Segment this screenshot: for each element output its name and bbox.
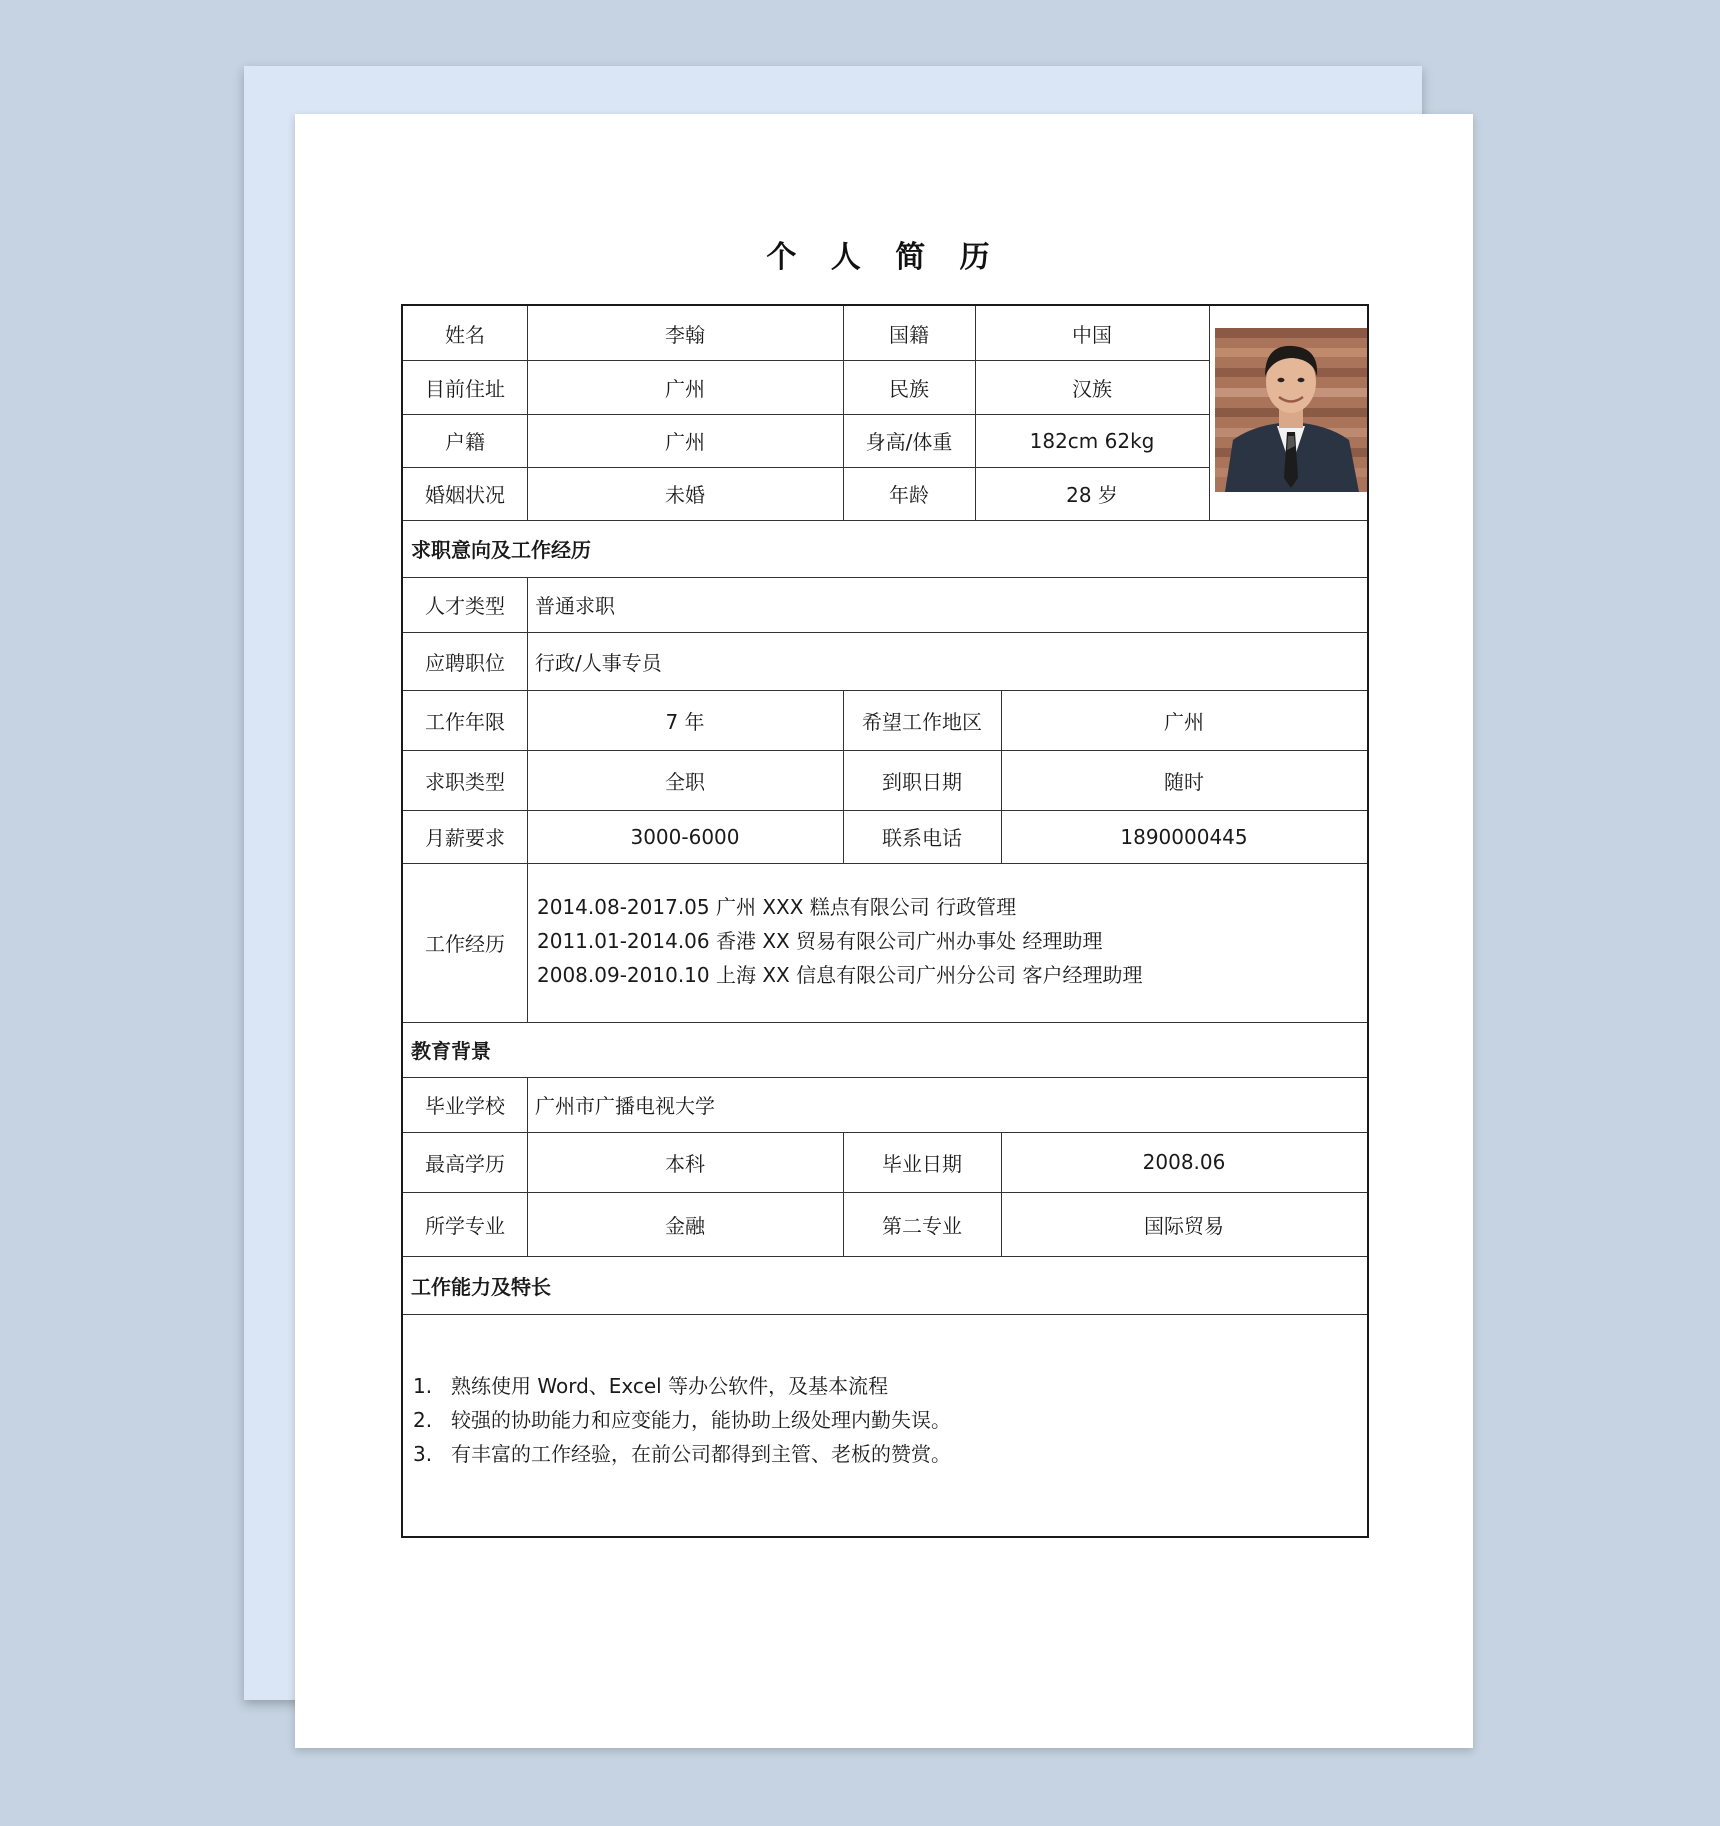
value-degree: 本科 bbox=[665, 1151, 705, 1176]
value-address: 广州 bbox=[665, 376, 705, 401]
value-second-major: 国际贸易 bbox=[1144, 1213, 1224, 1238]
label-major: 所学专业 bbox=[425, 1213, 505, 1238]
label-age: 年龄 bbox=[889, 483, 929, 507]
label-job-type: 求职类型 bbox=[425, 769, 505, 794]
value-nationality: 中国 bbox=[1072, 322, 1112, 347]
label-hukou: 户籍 bbox=[445, 430, 485, 454]
experience-item: 2011.01-2014.06 香港 XX 贸易有限公司广州办事处 经理助理 bbox=[537, 929, 1103, 953]
value-name: 李翰 bbox=[665, 322, 705, 347]
section-heading-education: 教育背景 bbox=[411, 1039, 491, 1063]
value-major: 金融 bbox=[665, 1213, 705, 1238]
section-heading-job: 求职意向及工作经历 bbox=[411, 538, 591, 562]
list-item bbox=[413, 1369, 951, 1403]
value-ethnicity: 汉族 bbox=[1072, 376, 1112, 401]
label-position: 应聘职位 bbox=[425, 650, 505, 675]
experience-item: 2008.09-2010.10 上海 XX 信息有限公司广州分公司 客户经理助理 bbox=[537, 963, 1143, 987]
profile-photo bbox=[1215, 328, 1367, 492]
label-desired-location: 希望工作地区 bbox=[862, 709, 982, 734]
label-name: 姓名 bbox=[445, 322, 485, 347]
value-marital: 未婚 bbox=[665, 483, 705, 507]
list-item bbox=[413, 1403, 951, 1437]
experience-list bbox=[537, 890, 1142, 992]
value-job-type: 全职 bbox=[665, 769, 705, 794]
value-school: 广州市广播电视大学 bbox=[535, 1094, 715, 1118]
page-title: 个 人 简 历 bbox=[766, 240, 1002, 275]
label-salary: 月薪要求 bbox=[425, 826, 505, 850]
list-number: 3. bbox=[413, 1442, 433, 1466]
experience-item: 2014.08-2017.05 广州 XXX 糕点有限公司 行政管理 bbox=[537, 895, 1017, 919]
section-heading-skills: 工作能力及特长 bbox=[411, 1274, 551, 1299]
list-text: 较强的协助能力和应变能力，能协助上级处理内勤失误。 bbox=[451, 1408, 951, 1432]
value-desired-location: 广州 bbox=[1164, 709, 1204, 734]
label-graduation-date: 毕业日期 bbox=[882, 1151, 962, 1176]
resume-table bbox=[401, 304, 1369, 1538]
list-item bbox=[413, 1437, 951, 1471]
label-ethnicity: 民族 bbox=[889, 376, 929, 401]
resume-page bbox=[295, 114, 1473, 1748]
label-height-weight: 身高/体重 bbox=[865, 430, 953, 454]
label-degree: 最高学历 bbox=[425, 1151, 505, 1176]
list-text: 熟练使用 Word、Excel 等办公软件，及基本流程 bbox=[451, 1374, 889, 1398]
label-phone: 联系电话 bbox=[882, 826, 962, 850]
value-hukou: 广州 bbox=[665, 430, 705, 454]
value-phone: 1890000445 bbox=[1120, 824, 1248, 849]
value-start-date: 随时 bbox=[1164, 769, 1204, 794]
label-marital: 婚姻状况 bbox=[425, 483, 505, 507]
value-talent-type: 普通求职 bbox=[535, 594, 615, 618]
value-work-years: 7 年 bbox=[665, 709, 705, 734]
label-address: 目前住址 bbox=[425, 376, 505, 401]
label-school: 毕业学校 bbox=[425, 1094, 505, 1118]
list-number: 1. bbox=[413, 1374, 433, 1398]
label-work-years: 工作年限 bbox=[425, 709, 505, 734]
value-age: 28 岁 bbox=[1066, 483, 1118, 507]
value-graduation-date: 2008.06 bbox=[1142, 1150, 1226, 1174]
label-nationality: 国籍 bbox=[889, 322, 929, 347]
value-height-weight: 182cm 62kg bbox=[1029, 428, 1155, 453]
label-start-date: 到职日期 bbox=[882, 769, 962, 794]
value-salary: 3000-6000 bbox=[630, 824, 740, 849]
label-second-major: 第二专业 bbox=[882, 1213, 962, 1238]
list-number: 2. bbox=[413, 1408, 433, 1432]
label-talent-type: 人才类型 bbox=[425, 594, 505, 618]
skills-list bbox=[413, 1369, 951, 1471]
label-experience: 工作经历 bbox=[425, 932, 505, 956]
list-text: 有丰富的工作经验，在前公司都得到主管、老板的赞赏。 bbox=[451, 1442, 951, 1466]
value-position: 行政/人事专员 bbox=[535, 650, 662, 675]
